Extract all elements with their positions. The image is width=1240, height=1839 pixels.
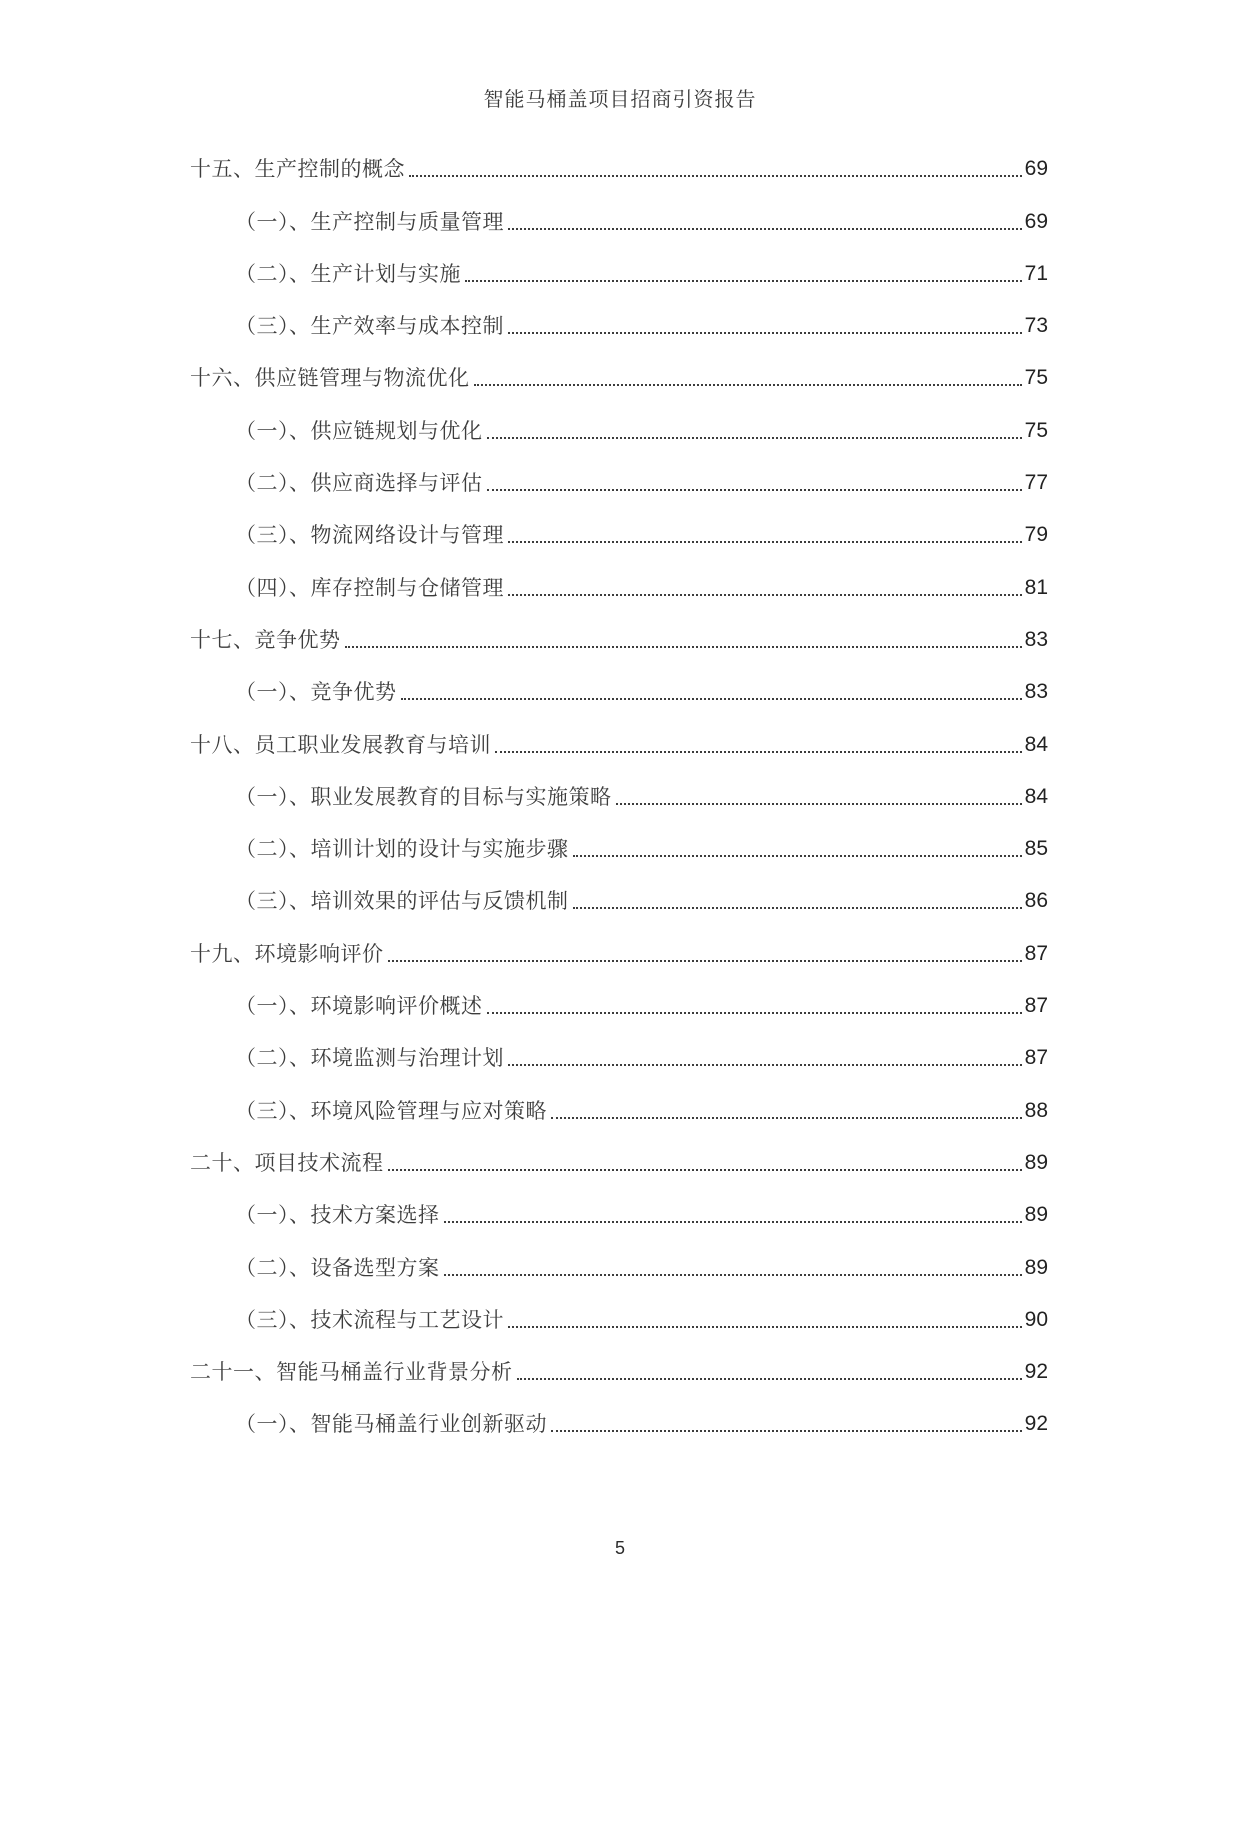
toc-entry-page-number: 92 xyxy=(1024,1412,1048,1436)
dot-leader xyxy=(401,698,1022,700)
dot-leader xyxy=(345,646,1022,648)
toc-entry-label: 二十、项目技术流程 xyxy=(190,1150,384,1175)
dot-leader xyxy=(517,1378,1022,1380)
toc-entry-label: （三）、技术流程与工艺设计 xyxy=(235,1307,504,1332)
dot-leader xyxy=(487,1012,1022,1014)
toc-entry-label: （二）、设备选型方案 xyxy=(235,1255,440,1280)
toc-entry-page-number: 90 xyxy=(1024,1307,1048,1331)
toc-entry-label: （三）、培训效果的评估与反馈机制 xyxy=(235,889,569,914)
toc-entry-page-number: 83 xyxy=(1024,627,1048,651)
dot-leader xyxy=(465,280,1022,282)
toc-entry-label: 十六、供应链管理与物流优化 xyxy=(190,366,470,391)
dot-leader xyxy=(508,332,1022,334)
toc-entry-label: 二十一、智能马桶盖行业背景分析 xyxy=(190,1360,513,1385)
dot-leader xyxy=(551,1117,1022,1119)
toc-entry[interactable] xyxy=(190,1293,1048,1345)
toc-entry[interactable] xyxy=(190,508,1048,560)
toc-entry[interactable] xyxy=(190,456,1048,508)
toc-entry-page-number: 92 xyxy=(1024,1360,1048,1384)
dot-leader xyxy=(573,855,1022,857)
toc-entry-page-number: 89 xyxy=(1024,1150,1048,1174)
toc-entry[interactable] xyxy=(190,299,1048,351)
toc-entry-page-number: 87 xyxy=(1024,994,1048,1018)
toc-entry[interactable] xyxy=(190,1031,1048,1083)
toc-entry[interactable] xyxy=(190,874,1048,926)
toc-entry[interactable] xyxy=(190,194,1048,246)
toc-entry-page-number: 85 xyxy=(1024,837,1048,861)
toc-entry[interactable] xyxy=(190,142,1048,194)
toc-entry-page-number: 73 xyxy=(1024,314,1048,338)
toc-entry-page-number: 77 xyxy=(1024,471,1048,495)
toc-entry-page-number: 75 xyxy=(1024,418,1048,442)
toc-entry[interactable] xyxy=(190,1136,1048,1188)
toc-entry[interactable] xyxy=(190,979,1048,1031)
toc-entry-label: （二）、培训计划的设计与实施步骤 xyxy=(235,837,569,862)
toc-entry[interactable] xyxy=(190,717,1048,769)
toc-entry-page-number: 81 xyxy=(1024,575,1048,599)
dot-leader xyxy=(551,1430,1022,1432)
toc-entry[interactable] xyxy=(190,1083,1048,1135)
toc-entry-page-number: 89 xyxy=(1024,1203,1048,1227)
dot-leader xyxy=(508,541,1022,543)
dot-leader xyxy=(487,437,1022,439)
dot-leader xyxy=(508,1326,1022,1328)
toc-entry-page-number: 69 xyxy=(1024,157,1048,181)
toc-entry[interactable] xyxy=(190,351,1048,403)
toc-entry[interactable] xyxy=(190,770,1048,822)
toc-entry[interactable] xyxy=(190,560,1048,612)
toc-entry[interactable] xyxy=(190,1345,1048,1397)
toc-entry[interactable] xyxy=(190,926,1048,978)
dot-leader xyxy=(388,960,1022,962)
dot-leader xyxy=(508,228,1022,230)
toc-entry-label: （三）、环境风险管理与应对策略 xyxy=(235,1098,547,1123)
toc-entry-page-number: 71 xyxy=(1024,261,1048,285)
toc-entry[interactable] xyxy=(190,1397,1048,1449)
toc-entry[interactable] xyxy=(190,1188,1048,1240)
toc-entry-page-number: 69 xyxy=(1024,209,1048,233)
dot-leader xyxy=(388,1169,1022,1171)
toc-entry-label: （一）、技术方案选择 xyxy=(235,1203,440,1228)
toc-entry-page-number: 84 xyxy=(1024,732,1048,756)
toc-entry-label: （一）、环境影响评价概述 xyxy=(235,994,483,1019)
toc-entry-page-number: 88 xyxy=(1024,1098,1048,1122)
toc-entry-label: 十五、生产控制的概念 xyxy=(190,157,405,182)
toc-entry-page-number: 89 xyxy=(1024,1255,1048,1279)
dot-leader xyxy=(508,594,1022,596)
toc-entry-label: （一）、供应链规划与优化 xyxy=(235,418,483,443)
toc-entry-page-number: 75 xyxy=(1024,366,1048,390)
toc-entry-label: （一）、生产控制与质量管理 xyxy=(235,209,504,234)
dot-leader xyxy=(495,751,1022,753)
toc-entry-label: （三）、生产效率与成本控制 xyxy=(235,314,504,339)
page-number-footer: 5 xyxy=(614,1538,625,1558)
toc-entry-page-number: 87 xyxy=(1024,1046,1048,1070)
toc-entry-label: （二）、环境监测与治理计划 xyxy=(235,1046,504,1071)
dot-leader xyxy=(616,803,1022,805)
toc-entry-page-number: 87 xyxy=(1024,941,1048,965)
toc-entry[interactable] xyxy=(190,613,1048,665)
dot-leader xyxy=(573,907,1022,909)
toc-entry-label: （二）、供应商选择与评估 xyxy=(235,471,483,496)
document-header-title: 智能马桶盖项目招商引资报告 xyxy=(483,87,757,111)
dot-leader xyxy=(474,384,1022,386)
toc-entry-label: （一）、竞争优势 xyxy=(235,680,397,705)
toc-entry-label: （四）、库存控制与仓储管理 xyxy=(235,575,504,600)
toc-entry-label: （三）、物流网络设计与管理 xyxy=(235,523,504,548)
toc-entry[interactable] xyxy=(190,822,1048,874)
toc-entry-label: 十八、员工职业发展教育与培训 xyxy=(190,732,491,757)
toc-entry[interactable] xyxy=(190,1240,1048,1292)
dot-leader xyxy=(444,1221,1022,1223)
dot-leader xyxy=(444,1274,1022,1276)
dot-leader xyxy=(487,489,1022,491)
toc-entry-label: 十七、竞争优势 xyxy=(190,627,341,652)
toc-entry-page-number: 79 xyxy=(1024,523,1048,547)
table-of-contents xyxy=(0,142,1240,1449)
dot-leader xyxy=(508,1064,1022,1066)
toc-entry-label: （一）、智能马桶盖行业创新驱动 xyxy=(235,1412,547,1437)
toc-entry[interactable] xyxy=(190,247,1048,299)
toc-entry-page-number: 86 xyxy=(1024,889,1048,913)
toc-entry-page-number: 83 xyxy=(1024,680,1048,704)
toc-entry-label: 十九、环境影响评价 xyxy=(190,941,384,966)
toc-entry-page-number: 84 xyxy=(1024,784,1048,808)
toc-entry[interactable] xyxy=(190,665,1048,717)
toc-entry-label: （一）、职业发展教育的目标与实施策略 xyxy=(235,784,612,809)
dot-leader xyxy=(409,175,1022,177)
toc-entry[interactable] xyxy=(190,403,1048,455)
toc-entry-label: （二）、生产计划与实施 xyxy=(235,261,461,286)
